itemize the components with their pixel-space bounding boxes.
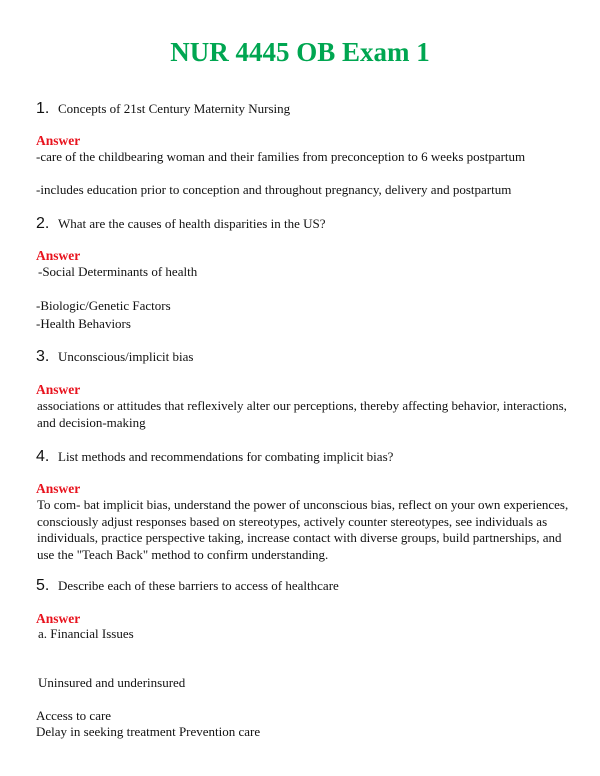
question-number: 4. — [36, 448, 50, 465]
question-number: 2. — [36, 215, 50, 232]
question-text: Concepts of 21st Century Maternity Nursing — [58, 101, 291, 116]
answer-line: Delay in seeking treatment Prevention care — [36, 724, 261, 739]
answer-line: -care of the childbearing woman and their families from preconception to 6 weeks postpartum — [36, 149, 526, 164]
answer-line: Access to care — [36, 708, 112, 723]
answer-line: -includes education prior to conception and throughout pregnancy, delivery and postpartum — [36, 182, 512, 197]
answer-label: Answer — [36, 611, 81, 626]
answer-label: Answer — [36, 481, 81, 496]
document-title: NUR 4445 OB Exam 1 — [170, 37, 430, 67]
answer-line: -Social Determinants of health — [38, 264, 198, 279]
question-2 — [36, 216, 326, 232]
question-5 — [36, 578, 339, 594]
question-text: List methods and recommendations for combating implicit bias? — [58, 449, 394, 464]
answer-line: -Biologic/Genetic Factors — [36, 298, 171, 313]
question-text: Unconscious/implicit bias — [58, 349, 194, 364]
answer-label: Answer — [36, 382, 81, 397]
answer-line: To com- bat implicit bias, understand the power of unconscious bias, reflect on your own experiences, consciously adjust responses based on stereotypes, actively counter stereotypes, see individuals as individuals, practice perspective taking, increase contact with diverse groups, build partnerships, and use the "Teach Back" method to confirm understanding. — [37, 497, 569, 562]
question-number: 1. — [36, 100, 50, 117]
answer-line: associations or attitudes that reflexively alter our perceptions, thereby affecting behavior, interactions, and decision-making — [37, 398, 567, 430]
question-number: 3. — [36, 348, 50, 365]
answer-line: Uninsured and underinsured — [38, 675, 186, 690]
question-text: What are the causes of health disparities in the US? — [58, 216, 326, 231]
question-number: 5. — [36, 577, 50, 594]
question-text: Describe each of these barriers to access of healthcare — [58, 578, 339, 593]
answer-label: Answer — [36, 133, 81, 148]
answer-line: -Health Behaviors — [36, 316, 131, 331]
answer-label: Answer — [36, 248, 81, 263]
question-3 — [36, 349, 193, 365]
answer-line: a. Financial Issues — [38, 626, 134, 641]
question-4 — [36, 449, 393, 465]
question-1 — [36, 101, 290, 117]
